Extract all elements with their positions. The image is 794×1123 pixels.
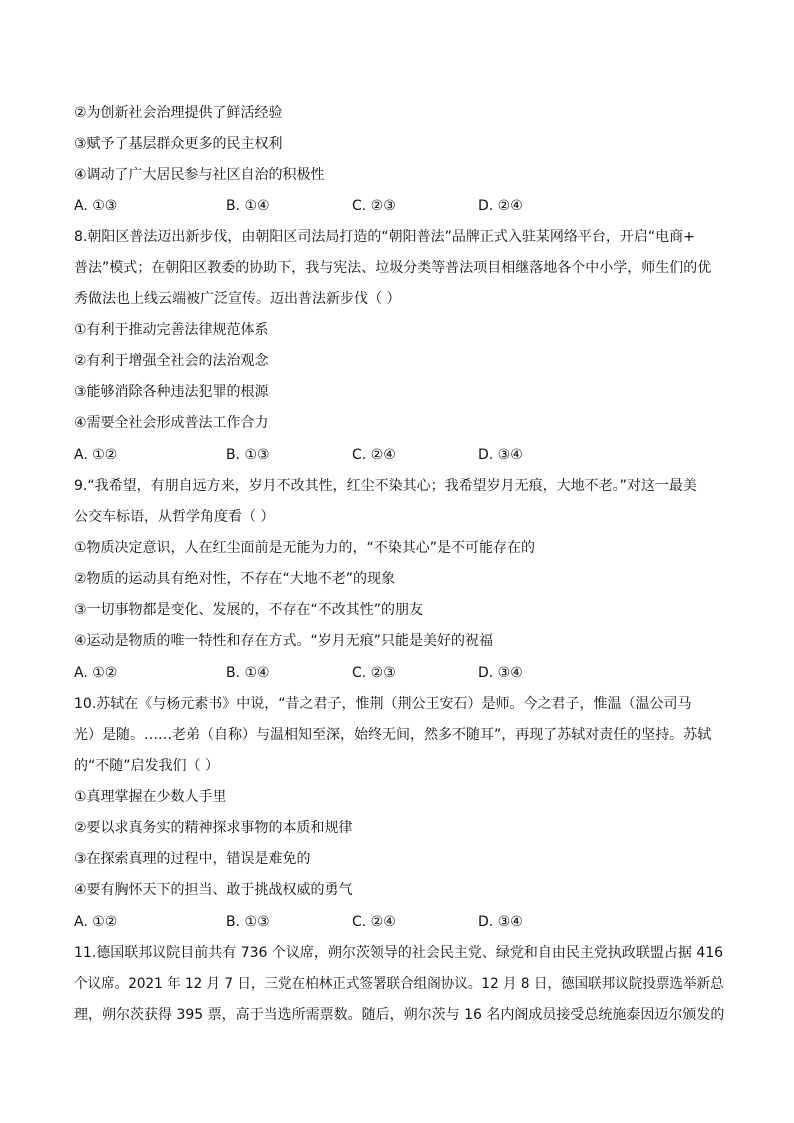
q7-options bbox=[74, 197, 724, 215]
q8-option-d[interactable]: D. ③④ bbox=[478, 447, 523, 463]
q9-statement-2: ②物质的运动具有绝对性，不存在“大地不老”的现象 bbox=[74, 571, 396, 587]
q9-stem-line-2: 公交车标语，从哲学角度看（ ） bbox=[74, 509, 275, 525]
q9-stem-line-1: 9.“我希望，有朋自远方来，岁月不改其性，红尘不染其心；我希望岁月无痕，大地不老。”对这一最美 bbox=[74, 478, 697, 494]
q11-stem-line-3: 理，朔尔茨获得 395 票，高于当选所需票数。随后，朔尔茨与 16 名内阁成员接受总统施泰因迈尔颁发的 bbox=[74, 1007, 725, 1023]
q10-option-c[interactable]: C. ②④ bbox=[352, 914, 396, 930]
q8-stem-line-3: 秀做法也上线云端被广泛宣传。迈出普法新步伐（ ） bbox=[74, 291, 401, 307]
q7-statement-3: ③赋予了基层群众更多的民主权利 bbox=[74, 136, 283, 152]
q7-option-b[interactable]: B. ①④ bbox=[226, 198, 270, 214]
q9-statement-4: ④运动是物质的唯一特性和存在方式。“岁月无痕”只能是美好的祝福 bbox=[74, 633, 494, 649]
q7-statement-2: ②为创新社会治理提供了鲜活经验 bbox=[74, 105, 283, 121]
q7-option-c[interactable]: C. ②③ bbox=[352, 198, 396, 214]
q10-stem-line-2: 光）是随。……老弟（自称）与温相知至深，始终无间，然多不随耳”，再现了苏轼对责任的坚持。苏轼 bbox=[74, 727, 712, 743]
q10-option-a[interactable]: A. ①② bbox=[74, 914, 118, 930]
q8-stem-line-2: 普法”模式；在朝阳区教委的协助下，我与宪法、垃圾分类等普法项目相继落地各个中小学，师生们的优 bbox=[74, 260, 712, 276]
q10-statement-2: ②要以求真务实的精神探求事物的本质和规律 bbox=[74, 820, 353, 836]
q8-options bbox=[74, 446, 724, 464]
q10-stem-line-3: 的“不随”启发我们（ ） bbox=[74, 758, 219, 774]
q10-option-d[interactable]: D. ③④ bbox=[478, 914, 523, 930]
q10-option-b[interactable]: B. ①③ bbox=[226, 914, 270, 930]
q9-option-a[interactable]: A. ①② bbox=[74, 665, 118, 681]
q7-option-a[interactable]: A. ①③ bbox=[74, 198, 118, 214]
q10-statement-3: ③在探索真理的过程中，错误是难免的 bbox=[74, 851, 311, 867]
q10-statement-1: ①真理掌握在少数人手里 bbox=[74, 789, 227, 805]
q11-stem-line-1: 11.德国联邦议院目前共有 736 个议席，朔尔茨领导的社会民主党、绿党和自由民主党执政联盟占据 416 bbox=[74, 945, 724, 961]
q7-statement-4: ④调动了广大居民参与社区自治的积极性 bbox=[74, 167, 325, 183]
q8-statement-1: ①有利于推动完善法律规范体系 bbox=[74, 322, 269, 338]
q8-option-c[interactable]: C. ②④ bbox=[352, 447, 396, 463]
q9-option-c[interactable]: C. ②③ bbox=[352, 665, 396, 681]
q8-option-b[interactable]: B. ①③ bbox=[226, 447, 270, 463]
q7-option-d[interactable]: D. ②④ bbox=[478, 198, 523, 214]
q10-stem-line-1: 10.苏轼在《与杨元素书》中说，“昔之君子，惟荆（荆公王安石）是师。今之君子，惟温（温公司马 bbox=[74, 696, 692, 712]
q8-statement-4: ④需要全社会形成普法工作合力 bbox=[74, 415, 269, 431]
q9-statement-3: ③一切事物都是变化、发展的，不存在“不改其性”的朋友 bbox=[74, 602, 424, 618]
q8-statement-2: ②有利于增强全社会的法治观念 bbox=[74, 353, 269, 369]
q9-statement-1: ①物质决定意识，人在红尘面前是无能为力的，“不染其心”是不可能存在的 bbox=[74, 540, 536, 556]
q8-option-a[interactable]: A. ①② bbox=[74, 447, 118, 463]
q11-stem-line-2: 个议席。2021 年 12 月 7 日，三党在柏林正式签署联合组阁协议。12 月 8 日，德国联邦议院投票选举新总 bbox=[74, 976, 724, 992]
q8-statement-3: ③能够消除各种违法犯罪的根源 bbox=[74, 384, 269, 400]
q9-options bbox=[74, 664, 724, 682]
q9-option-b[interactable]: B. ①④ bbox=[226, 665, 270, 681]
q8-stem-line-1: 8.朝阳区普法迈出新步伐，由朝阳区司法局打造的“朝阳普法”品牌正式入驻某网络平台，开启“电商+ bbox=[74, 229, 695, 245]
q9-option-d[interactable]: D. ③④ bbox=[478, 665, 523, 681]
q10-statement-4: ④要有胸怀天下的担当、敢于挑战权威的勇气 bbox=[74, 882, 353, 898]
q10-options bbox=[74, 913, 724, 931]
